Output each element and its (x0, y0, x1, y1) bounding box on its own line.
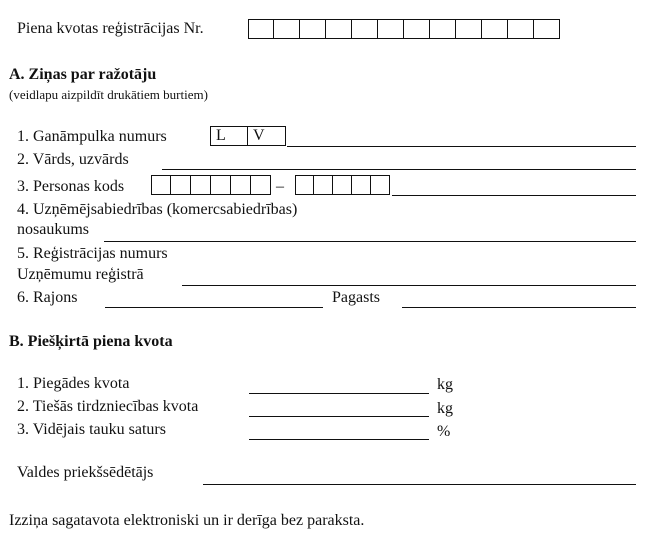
reg-number-label-line1: 5. Reģistrācijas numurs (17, 245, 168, 262)
personal-code-box-a-1[interactable] (151, 175, 171, 195)
herd-number-boxes[interactable] (210, 126, 286, 146)
personal-code-box-b-4[interactable] (352, 175, 371, 195)
herd-number-label: 1. Ganāmpulka numurs (17, 128, 167, 145)
registration-box-2[interactable] (274, 19, 300, 39)
reg-number-field[interactable] (182, 285, 636, 286)
registration-box-6[interactable] (378, 19, 404, 39)
fat-content-unit: % (437, 423, 451, 440)
direct-sales-quota-field[interactable] (249, 416, 429, 417)
personal-code-box-b-3[interactable] (333, 175, 352, 195)
footer-note: Izziņa sagatavota elektroniski un ir derīga bez paraksta. (9, 512, 365, 529)
herd-box-1[interactable]: L (210, 126, 248, 146)
registration-box-3[interactable] (300, 19, 326, 39)
personal-code-box-a-2[interactable] (171, 175, 191, 195)
registration-box-5[interactable] (352, 19, 378, 39)
personal-code-line (392, 195, 636, 196)
registration-number-boxes[interactable] (248, 19, 560, 39)
name-field[interactable] (162, 169, 636, 170)
direct-sales-quota-unit: kg (437, 400, 453, 417)
section-b-title: B. Piešķirtā piena kvota (9, 333, 173, 350)
registration-box-4[interactable] (326, 19, 352, 39)
personal-code-boxes-first[interactable] (151, 175, 271, 195)
personal-code-label: 3. Personas kods (17, 178, 125, 195)
name-label: 2. Vārds, uzvārds (17, 151, 129, 168)
district-label: 6. Rajons (17, 289, 78, 306)
fat-content-field[interactable] (249, 439, 429, 440)
personal-code-box-a-3[interactable] (191, 175, 211, 195)
registration-number-label: Piena kvotas reģistrācijas Nr. (17, 20, 204, 37)
personal-code-box-b-1[interactable] (295, 175, 314, 195)
personal-code-box-b-2[interactable] (314, 175, 333, 195)
reg-number-label-line2: Uzņēmumu reģistrā (17, 266, 144, 283)
company-label-line2: nosaukums (17, 221, 89, 238)
section-a-subtitle: (veidlapu aizpildīt drukātiem burtiem) (9, 87, 208, 102)
fat-content-label: 3. Vidējais tauku saturs (17, 421, 166, 438)
parish-label: Pagasts (332, 289, 380, 306)
personal-code-box-a-5[interactable] (231, 175, 251, 195)
company-label-line1: 4. Uzņēmējsabiedrības (komercsabiedrības) (17, 201, 298, 218)
registration-box-12[interactable] (534, 19, 560, 39)
registration-box-11[interactable] (508, 19, 534, 39)
direct-sales-quota-label: 2. Tiešās tirdzniecības kvota (17, 398, 199, 415)
herd-number-line (287, 146, 636, 147)
delivery-quota-label: 1. Piegādes kvota (17, 375, 130, 392)
registration-box-7[interactable] (404, 19, 430, 39)
company-name-field[interactable] (104, 241, 636, 242)
personal-code-box-a-6[interactable] (251, 175, 271, 195)
registration-box-1[interactable] (248, 19, 274, 39)
chairman-label: Valdes priekšsēdētājs (17, 464, 154, 481)
chairman-signature-field[interactable] (203, 484, 636, 485)
delivery-quota-field[interactable] (249, 393, 429, 394)
personal-code-box-a-4[interactable] (211, 175, 231, 195)
parish-field[interactable] (402, 307, 636, 308)
personal-code-dash: – (276, 178, 284, 195)
herd-box-2[interactable]: V (248, 126, 286, 146)
registration-box-9[interactable] (456, 19, 482, 39)
registration-box-8[interactable] (430, 19, 456, 39)
personal-code-boxes-second[interactable] (295, 175, 390, 195)
district-field[interactable] (105, 307, 323, 308)
delivery-quota-unit: kg (437, 376, 453, 393)
personal-code-box-b-5[interactable] (371, 175, 390, 195)
section-a-title: A. Ziņas par ražotāju (9, 66, 157, 83)
registration-box-10[interactable] (482, 19, 508, 39)
